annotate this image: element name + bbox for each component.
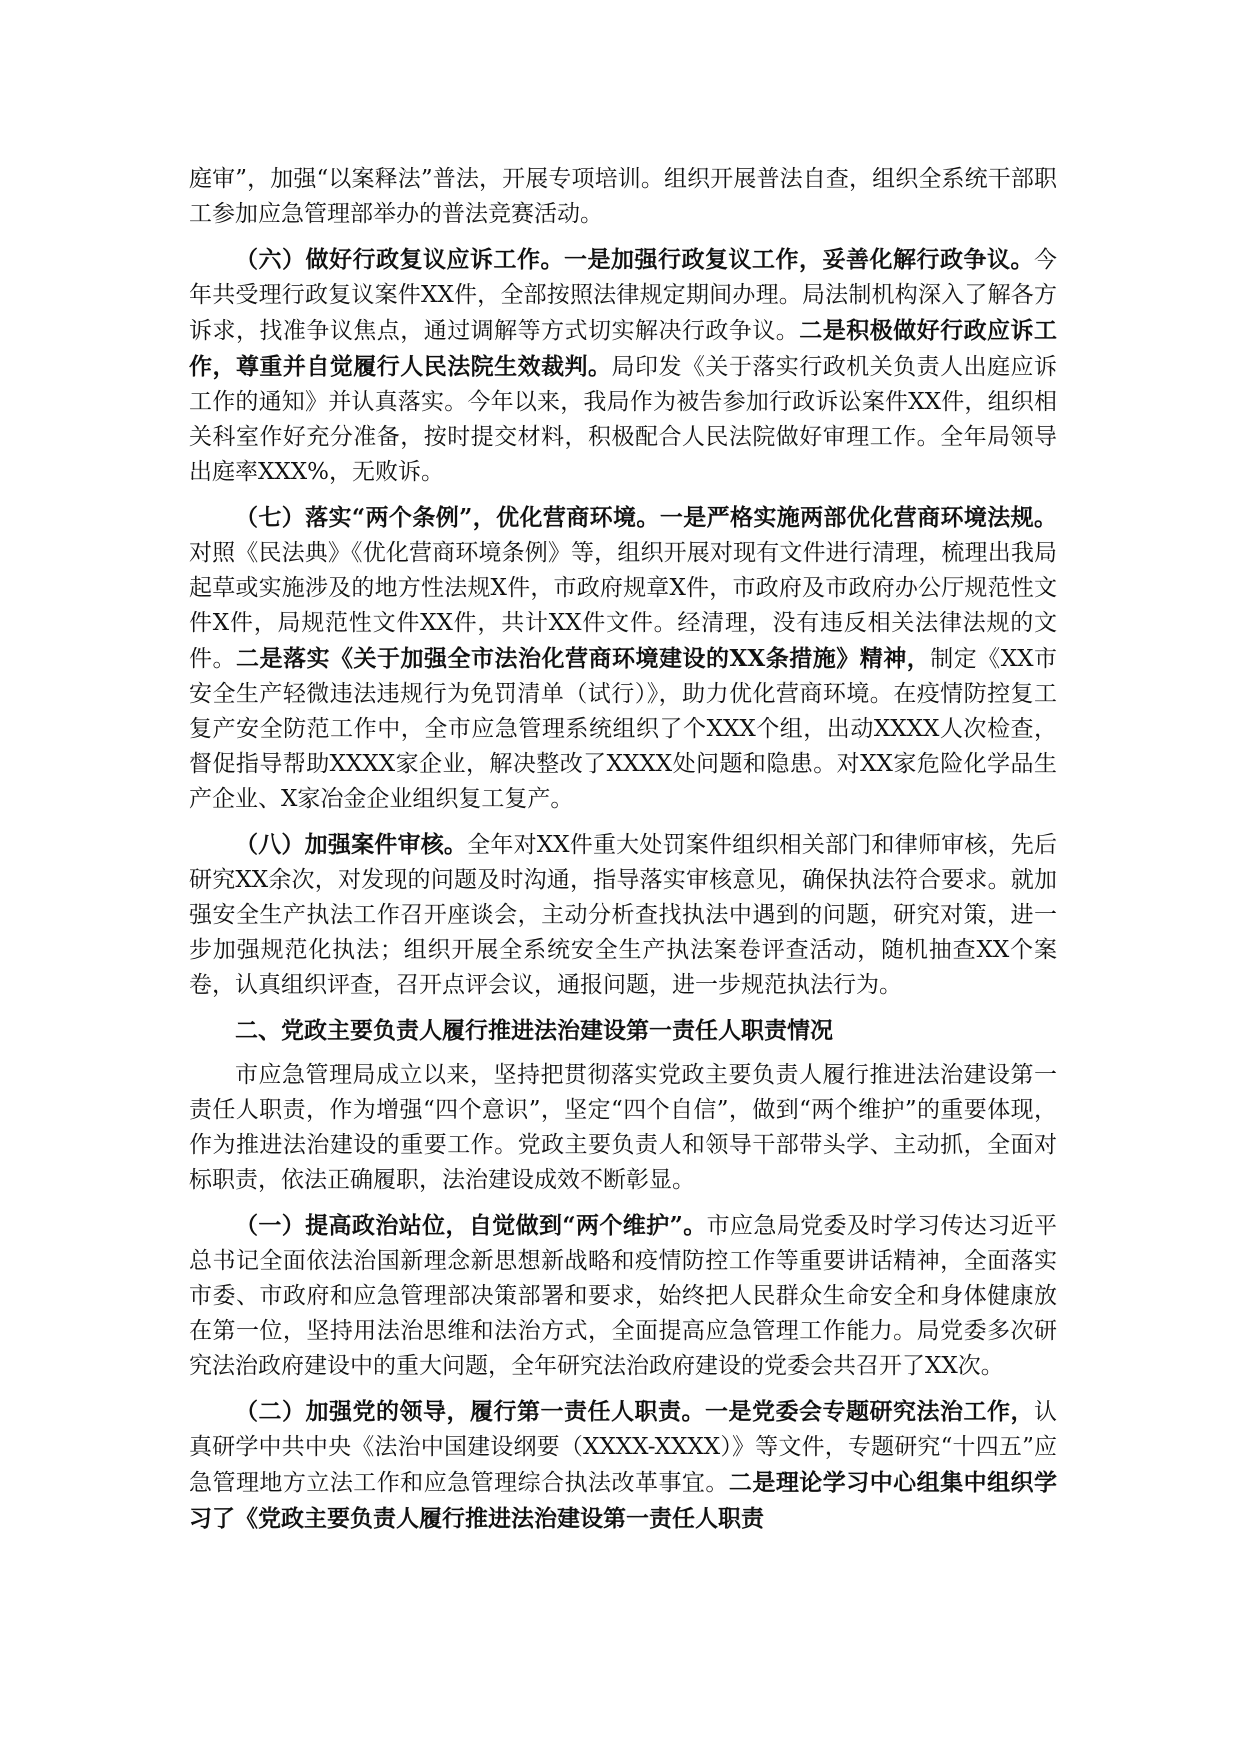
point-two-bold: 二是积极做好行政应诉工作，尊重并自觉履行人民法院生效裁判。 [189, 317, 1058, 380]
paragraph-text: 市应急局党委及时学习传达习近平总书记全面依法治国新理念新思想新战略和疫情防控工作等重要讲话精神，全面落实市委、市政府和应急管理部决策部署和要求，始终把人民群众生命安全和身体健康放在第一位，坚持用法治思维和法治方式，全面提高应急管理工作能力。局党委多次研究法治政府建设中的重大问题，全年研究法治政府建设的党委会共召开了XX次。 [189, 1213, 1057, 1379]
paragraph-title: （六）做好行政复议应诉工作。 [235, 246, 564, 273]
paragraph-party-leadership [189, 1394, 1057, 1537]
paragraph-text: 市应急管理局成立以来，坚持把贯彻落实党政主要负责人履行推进法治建设第一责任人职责，作为增强“四个意识”，坚定“四个自信”，做到“两个维护”的重要体现，作为推进法治建设的重要工作。党政主要负责人和领导干部带头学、主动抓，全面对标职责，依法正确履职，法治建设成效不断彰显。 [189, 1062, 1057, 1193]
point-one-bold: 一是党委会专题研究法治工作， [705, 1398, 1034, 1425]
paragraph-continuation [189, 162, 1057, 232]
paragraph-title: （八）加强案件审核。 [235, 831, 468, 858]
point-one-bold: 一是加强行政复议工作，妥善化解行政争议。 [564, 246, 1034, 273]
document-page [189, 162, 1057, 1547]
paragraph-text: 庭审”，加强“以案释法”普法，开展专项培训。组织开展普法自查，组织全系统干部职工参加应急管理部举办的普法竞赛活动。 [189, 166, 1057, 227]
point-one-text: 今年共受理行政复议案件XX件，全部按照法律规定期间办理。局法制机构深入了解各方诉求，找准争议焦点，通过调解等方式切实解决行政争议。 [189, 247, 1057, 344]
point-two-bold: 二是落实《关于加强全市法治化营商环境建设的XX条措施》精神， [236, 645, 931, 672]
paragraph-title: （七）落实“两个条例”，优化营商环境。 [235, 504, 660, 531]
point-one-bold: 一是严格实施两部优化营商环境法规。 [659, 504, 1057, 531]
paragraph-title: （二）加强党的领导，履行第一责任人职责。 [235, 1398, 705, 1425]
paragraph-political-stance [189, 1208, 1057, 1384]
paragraph-business-environment [189, 500, 1057, 817]
point-one-text: 认真研学中共中央《法治中国建设纲要（XXXX-XXXX）》等文件，专题研究“十四五”应急管理地方立法工作和应急管理综合执法改革事宜。 [189, 1399, 1057, 1496]
point-one-text: 对照《民法典》《优化营商环境条例》等，组织开展对现有文件进行清理，梳理出我局起草或实施涉及的地方性法规X件，市政府规章X件，市政府及市政府办公厅规范性文件X件，局规范性文件XX件，共计XX件文件。经清理，没有违反相关法律法规的文件。 [189, 540, 1057, 672]
point-two-bold: 二是理论学习中心组集中组织学习了《党政主要负责人履行推进法治建设第一责任人职责 [189, 1469, 1058, 1532]
section-heading: 二、党政主要负责人履行推进法治建设第一责任人职责情况 [235, 1017, 833, 1044]
paragraph-section-intro [189, 1058, 1057, 1198]
paragraph-text: 全年对XX件重大处罚案件组织相关部门和律师审核，先后研究XX余次，对发现的问题及时沟通，指导落实审核意见，确保执法符合要求。就加强安全生产执法工作召开座谈会，主动分析查找执法中遇到的问题，研究对策，进一步加强规范化执法；组织开展全系统安全生产执法案卷评查活动，随机抽查XX个案卷，认真组织评查，召开点评会议，通报问题，进一步规范执法行为。 [189, 832, 1058, 998]
paragraph-title: （一）提高政治站位，自觉做到“两个维护”。 [235, 1212, 707, 1239]
point-two-text: 局印发《关于落实行政机关负责人出庭应诉工作的通知》并认真落实。今年以来，我局作为被告参加行政诉讼案件XX件，组织相关科室作好充分准备，按时提交材料，积极配合人民法院做好审理工作。全年局领导出庭率XXX%，无败诉。 [189, 354, 1058, 485]
paragraph-administrative-review [189, 242, 1057, 490]
point-two-text: 制定《XX市安全生产轻微违法违规行为免罚清单（试行）》，助力优化营商环境。在疫情防控复工复产安全防范工作中，全市应急管理系统组织了个XXX个组，出动XXXX人次检查，督促指导帮助XXXX家企业，解决整改了XXXX处问题和隐患。对XX家危险化学品生产企业、X家冶金企业组织复工复产。 [189, 646, 1058, 812]
paragraph-case-review [189, 827, 1057, 1003]
